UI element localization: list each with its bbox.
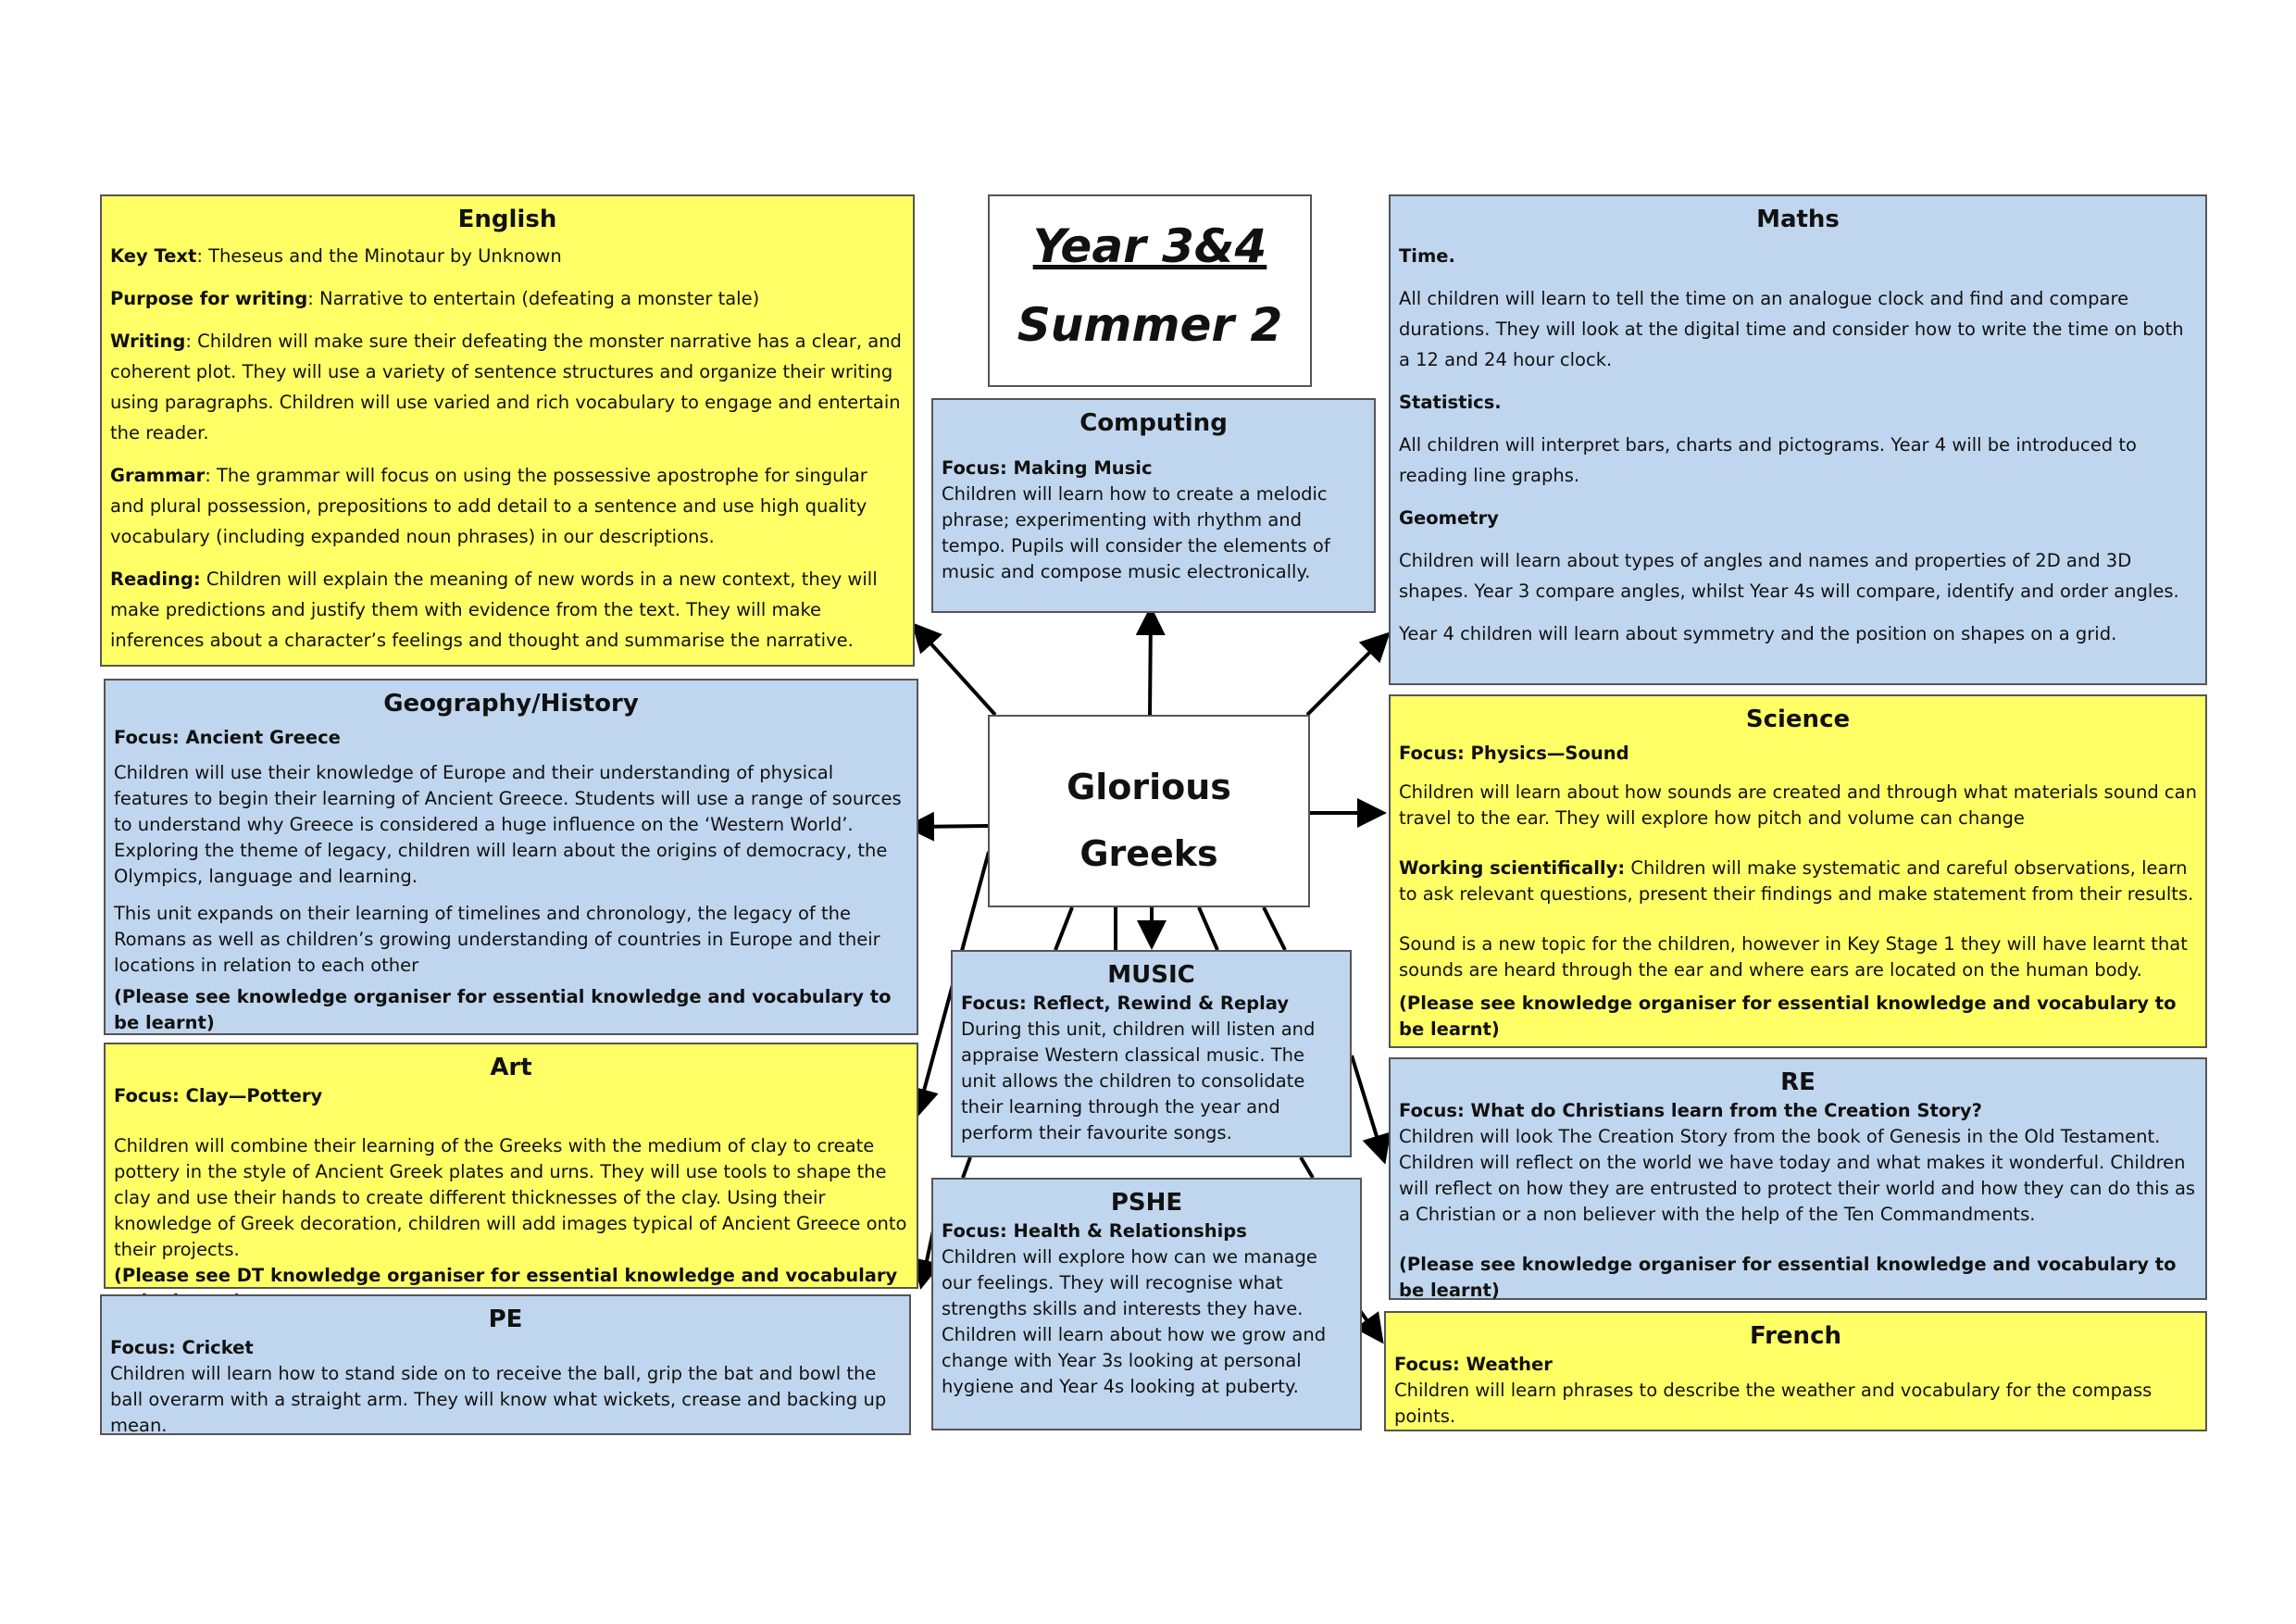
music-title: MUSIC <box>1107 961 1195 989</box>
computing-focus: Focus: Making Music <box>942 457 1153 479</box>
geography-focus: Focus: Ancient Greece <box>114 727 341 748</box>
topic-title-line2: Greeks <box>1079 833 1218 874</box>
re-focus: Focus: What do Christians learn from the Creation Story? <box>1399 1100 1982 1121</box>
re-box <box>1389 1057 2207 1300</box>
re-title: RE <box>1780 1068 1816 1096</box>
spoke-line <box>1055 907 1072 950</box>
science-text-1: Children will learn about how sounds are created and through what materials sound can travel to the ear. They will explore how pitch and volume can change <box>1399 781 2197 829</box>
re-text: Children will look The Creation Story from the book of Genesis in the Old Testament. Children will reflect on the world we have today and what makes it wonderful. Children will reflect on how they are entrusted to protect their world and how they can do this as a Christian or a non believer with the help of the Ten Commandments. <box>1399 1126 2196 1225</box>
geography-text-2: This unit expands on their learning of timelines and chronology, the legacy of the Romans as well as children’s growing understanding of countries in Europe and their locations in relation to each other <box>114 903 880 976</box>
maths-time-heading: Time. <box>1399 245 1455 267</box>
french-title: French <box>1750 1322 1841 1350</box>
year-title-box <box>988 194 1312 387</box>
french-focus: Focus: Weather <box>1394 1354 1553 1375</box>
computing-title: Computing <box>1079 409 1228 437</box>
arrow-to-maths <box>1307 637 1385 715</box>
art-title: Art <box>490 1054 532 1081</box>
maths-statistics-text: All children will interpret bars, charts and pictograms. Year 4 will be introduced to reading line graphs. <box>1399 434 2137 486</box>
science-note: (Please see knowledge organiser for essential knowledge and vocabulary to be learnt) <box>1399 993 2177 1040</box>
maths-geometry-heading: Geometry <box>1399 507 1499 529</box>
science-text-3: Sound is a new topic for the children, however in Key Stage 1 they will have learnt that sounds are heard through the ear and where ears are located on the human body. <box>1399 933 2188 981</box>
maths-title: Maths <box>1756 206 1840 233</box>
english-key-text: Key Text: Theseus and the Minotaur by Unknown <box>110 245 562 267</box>
term-title: Summer 2 <box>1017 298 1283 352</box>
maths-time-text: All children will learn to tell the time on an analogue clock and find and compare durations. They will look at the digital time and consider how to write the time on both a 12 and 24 hour clock. <box>1399 288 2184 370</box>
english-box <box>100 194 915 667</box>
english-grammar: Grammar: The grammar will focus on using the possessive apostrophe for singular and plural possession, prepositions to add detail to a sentence and use high quality vocabulary (including expanded noun phrases) in our descriptions. <box>110 465 867 547</box>
pshe-text-1: Children will explore how can we manage our feelings. They will recognise what strengths skills and interests they have. <box>942 1246 1317 1319</box>
geography-title: Geography/History <box>383 690 639 718</box>
arrow-to-computing <box>1150 613 1151 715</box>
music-focus: Focus: Reflect, Rewind & Replay <box>961 993 1290 1014</box>
geography-history-box <box>104 679 918 1035</box>
spoke-line <box>1199 907 1217 950</box>
science-working-scientifically: Working scientifically: Children will make systematic and careful observations, learn to ask relevant questions, present their findings and make statement from their results. <box>1399 857 2194 905</box>
maths-box <box>1389 194 2207 685</box>
english-purpose: Purpose for writing: Narrative to entertain (defeating a monster tale) <box>110 288 760 309</box>
pe-title: PE <box>488 1305 523 1333</box>
maths-statistics-heading: Statistics. <box>1399 392 1502 413</box>
computing-box <box>931 398 1376 613</box>
pshe-title: PSHE <box>1110 1189 1183 1217</box>
pe-box <box>100 1294 911 1435</box>
music-box <box>951 950 1352 1157</box>
french-text: Children will learn phrases to describe the weather and vocabulary for the compass points. <box>1394 1380 2152 1427</box>
re-note: (Please see knowledge organiser for essential knowledge and vocabulary to be learnt) <box>1399 1254 2177 1301</box>
topic-title-line1: Glorious <box>1067 767 1231 807</box>
pshe-box <box>931 1178 1362 1430</box>
english-reading: Reading: Children will explain the meaning of new words in a new context, they will make predictions and justify them with evidence from the text. They will make inferences about a character’s feelings and thought and summarise the narrative. <box>110 568 878 651</box>
geography-text-1: Children will use their knowledge of Europe and their understanding of physical features to begin their learning of Ancient Greece. Students will use a range of sources to understand why Greece is considered a huge influence on the ‘Western World’. Exploring the theme of legacy, children will learn about the origins of democracy, the Olympics, language and learning. <box>114 762 902 887</box>
english-title: English <box>457 206 557 233</box>
science-title: Science <box>1745 706 1851 733</box>
science-box <box>1389 694 2207 1048</box>
art-text: Children will combine their learning of the Greeks with the medium of clay to create pottery in the style of Ancient Greek plates and urns. They will use tools to shape the clay and use their hands to create different thicknesses of the clay. Using their knowledge of Greek decoration, children will add images typical of Ancient Greece onto their projects. <box>114 1135 907 1260</box>
year-title: Year 3&4 <box>1032 219 1267 273</box>
arrow-to-english <box>917 628 995 715</box>
maths-symmetry-text: Year 4 children will learn about symmetry and the position on shapes on a grid. <box>1399 623 2117 644</box>
french-box <box>1384 1311 2207 1431</box>
spoke-line <box>1301 1157 1313 1178</box>
topic-center-box <box>988 715 1310 907</box>
art-box <box>104 1043 918 1289</box>
english-writing: Writing: Children will make sure their defeating the monster narrative has a clear, and coherent plot. They will use a variety of sentence structures and organize their writing using paragraphs. Children will use varied and rich vocabulary to engage and entertain the reader. <box>110 331 902 443</box>
music-text: During this unit, children will listen and appraise Western classical music. The unit allows the children to consolidate their learning through the year and perform their favourite songs. <box>961 1018 1316 1143</box>
art-focus: Focus: Clay—Pottery <box>114 1085 323 1106</box>
maths-geometry-text: Children will learn about types of angles and names and properties of 2D and 3D shapes. Year 3 compare angles, whilst Year 4s will compare, identify and order angles. <box>1399 550 2179 602</box>
pshe-text-2: Children will learn about how we grow and change with Year 3s looking at personal hygiene and Year 4s looking at puberty. <box>942 1324 1327 1397</box>
spoke-line <box>963 1157 970 1178</box>
art-note: (Please see DT knowledge organiser for essential knowledge and vocabulary <box>114 1265 898 1286</box>
pe-focus: Focus: Cricket <box>110 1337 254 1358</box>
science-focus: Focus: Physics—Sound <box>1399 743 1629 764</box>
arrow-to-geography <box>912 826 989 827</box>
spoke-line <box>1264 907 1285 950</box>
geography-note: (Please see knowledge organiser for essential knowledge and vocabulary to be learnt) <box>114 986 892 1033</box>
pe-text: Children will learn how to stand side on to receive the ball, grip the bat and bowl the ball overarm with a straight arm. They will know what wickets, crease and backing up mean. <box>110 1363 887 1436</box>
arrow-to-re <box>1352 1056 1383 1157</box>
computing-text: Children will learn how to create a melodic phrase; experimenting with rhythm and tempo. Pupils will consider the elements of music and compose music electronically. <box>942 483 1330 582</box>
pshe-focus: Focus: Health & Relationships <box>942 1220 1247 1242</box>
